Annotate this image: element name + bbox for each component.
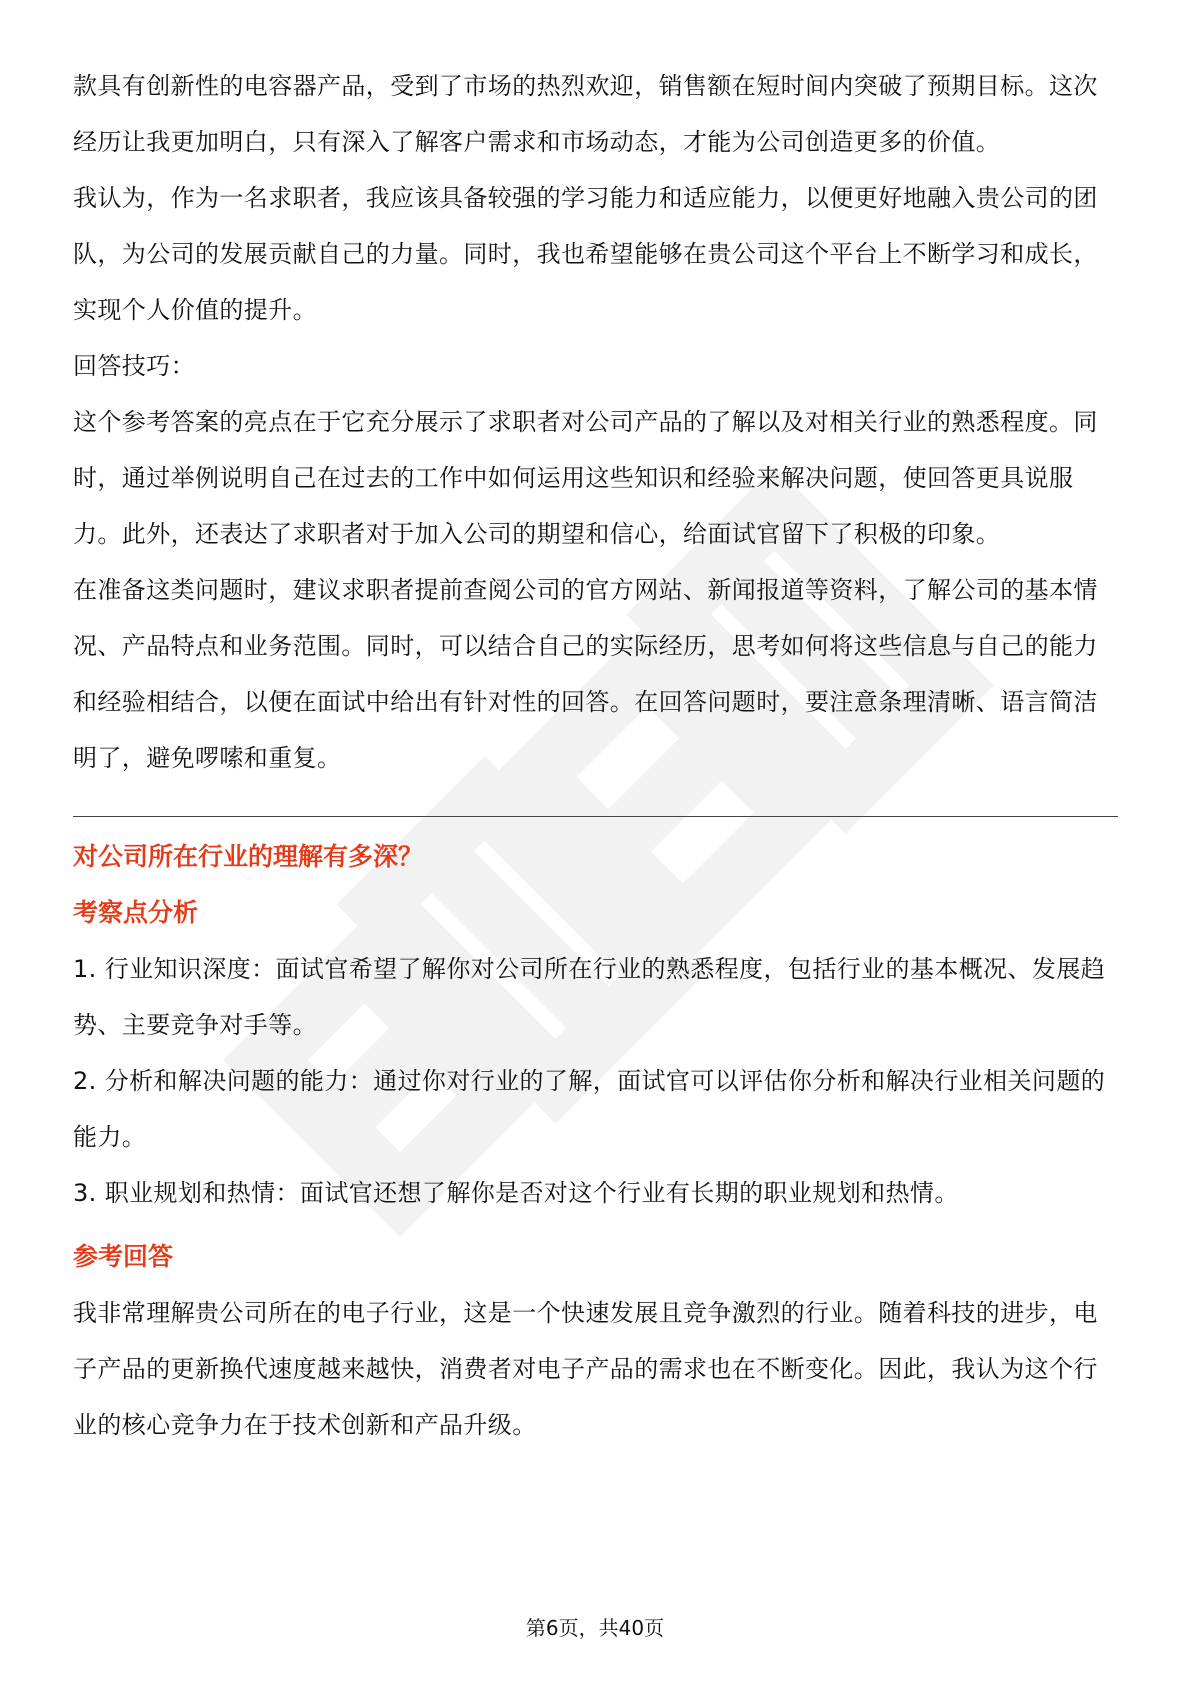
paragraph: 我认为，作为一名求职者，我应该具备较强的学习能力和适应能力，以便更好地融入贵公司的团队，为公司的发展贡献自己的力量。同时，我也希望能够在贵公司这个平台上不断学习和成长，实现个人价值的提升。 [73, 184, 1098, 324]
paragraph: 款具有创新性的电容器产品，受到了市场的热烈欢迎，销售额在短时间内突破了预期目标。这次经历让我更加明白，只有深入了解客户需求和市场动态，才能为公司创造更多的价值。 [73, 72, 1098, 156]
reference-heading: 参考回答 [73, 1242, 174, 1271]
document-content [73, 58, 1118, 1453]
analysis-item: 2. 分析和解决问题的能力：通过你对行业的了解，面试官可以评估你分析和解决行业相关问题的能力。 [73, 1067, 1106, 1151]
paragraph: 在准备这类问题时，建议求职者提前查阅公司的官方网站、新闻报道等资料，了解公司的基本情况、产品特点和业务范围。同时，可以结合自己的实际经历，思考如何将这些信息与自己的能力和经验相结合，以便在面试中给出有针对性的回答。在回答问题时，要注意条理清晰、语言简洁明了，避免啰嗦和重复。 [73, 576, 1098, 772]
question-title: 对公司所在行业的理解有多深？ [73, 842, 424, 871]
analysis-item: 1. 行业知识深度：面试官希望了解你对公司所在行业的熟悉程度，包括行业的基本概况、发展趋势、主要竞争对手等。 [73, 955, 1106, 1039]
reference-paragraph: 我非常理解贵公司所在的电子行业，这是一个快速发展且竞争激烈的行业。随着科技的进步，电子产品的更新换代速度越来越快，消费者对电子产品的需求也在不断变化。因此，我认为这个行业的核心竞争力在于技术创新和产品升级。 [73, 1299, 1098, 1439]
section-divider [73, 816, 1118, 817]
page-number: 第6页，共40页 [525, 1616, 665, 1640]
paragraph: 这个参考答案的亮点在于它充分展示了求职者对公司产品的了解以及对相关行业的熟悉程度。同时，通过举例说明自己在过去的工作中如何运用这些知识和经验来解决问题，使回答更具说服力。此外，还表达了求职者对于加入公司的期望和信心，给面试官留下了积极的印象。 [73, 408, 1098, 548]
analysis-heading: 考察点分析 [73, 898, 199, 927]
analysis-item: 3. 职业规划和热情：面试官还想了解你是否对这个行业有长期的职业规划和热情。 [73, 1179, 959, 1207]
paragraph: 回答技巧： [73, 352, 195, 380]
